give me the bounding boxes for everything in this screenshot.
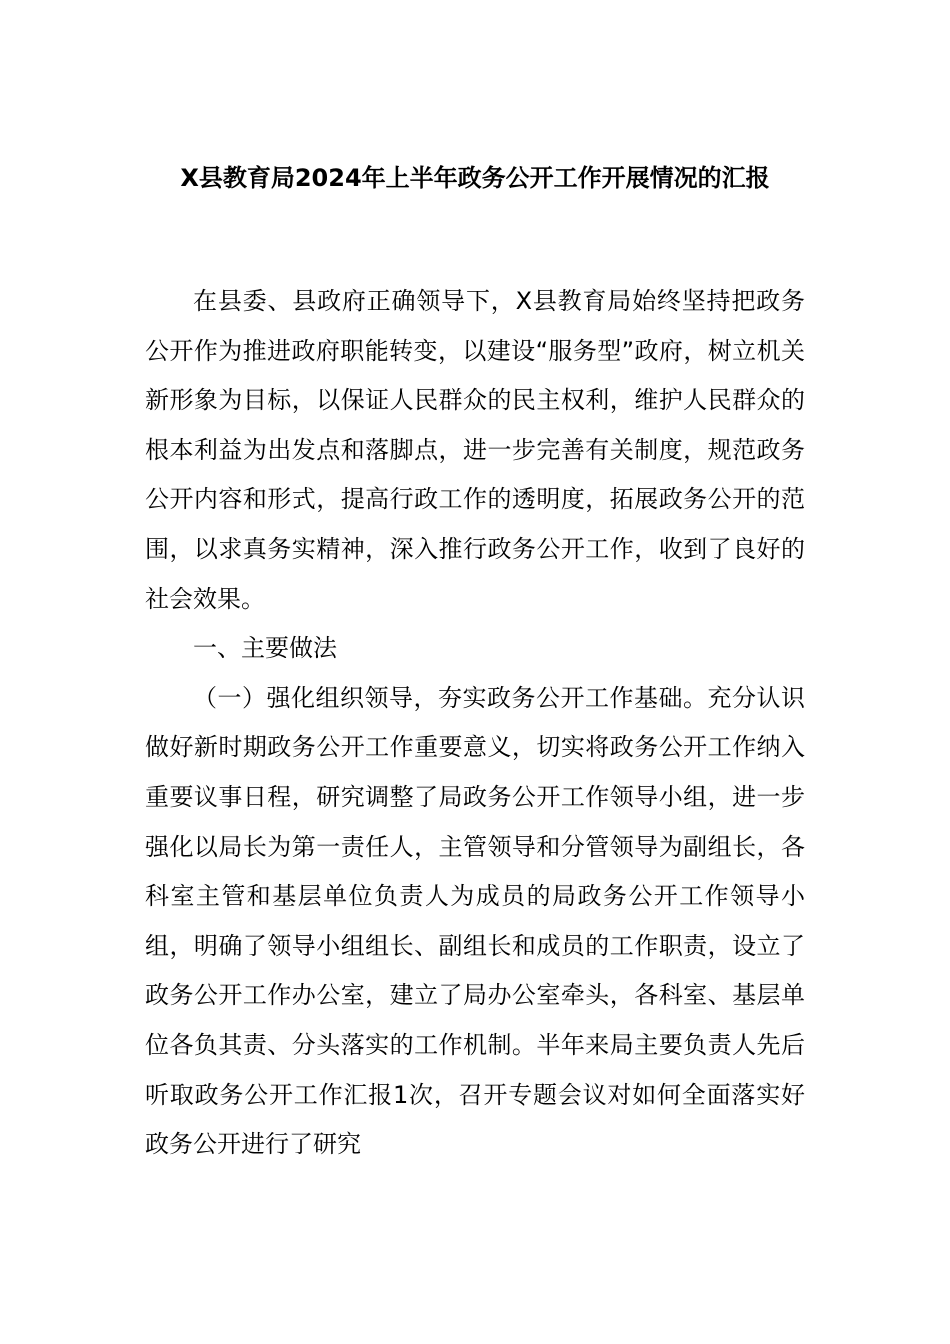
intro-paragraph: 在县委、县政府正确领导下，X县教育局始终坚持把政务公开作为推进政府职能转变，以建设“服务型”政府，树立机关新形象为目标，以保证人民群众的民主权利，维护人民群众的根本利益为出发点和落脚点，进一步完善有关制度，规范政务公开内容和形式，提高行政工作的透明度，拓展政务公开的范围，以求真务实精神，深入推行政务公开工作，收到了良好的社会效果。 (145, 287, 805, 613)
document-title: X县教育局2024年上半年政务公开工作开展情况的汇报 (180, 164, 770, 192)
section-paragraph: （一）强化组织领导，夯实政务公开工作基础。充分认识做好新时期政务公开工作重要意义，切实将政务公开工作纳入重要议事日程，研究调整了局政务公开工作领导小组，进一步强化以局长为第一责任人，主管领导和分管领导为副组长，各科室主管和基层单位负责人为成员的局政务公开工作领导小组，明确了领导小组组长、副组长和成员的工作职责，设立了政务公开工作办公室，建立了局办公室牵头，各科室、基层单位各负其责、分头落实的工作机制。半年来局主要负责人先后听取政务公开工作汇报1次，召开专题会议对如何全面落实好政务公开进行了研究 (145, 683, 805, 1159)
section-heading: 一、主要做法 (193, 634, 337, 663)
document-body (145, 277, 805, 1170)
